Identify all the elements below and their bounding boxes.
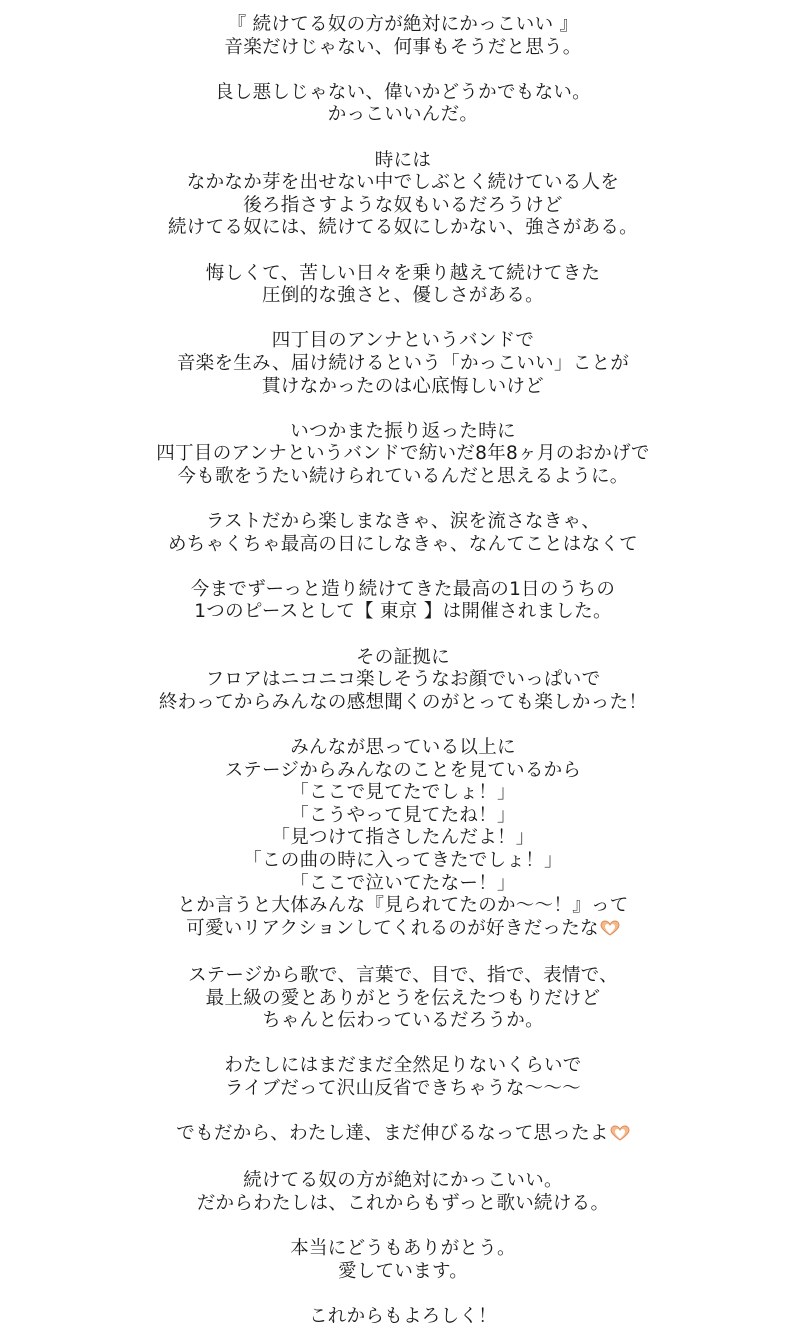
text-line <box>0 1170 806 1193</box>
heart-hands-icon <box>600 920 620 943</box>
text-line <box>0 1261 806 1284</box>
line-text: とか言うと大体みんな『見られてたのか〜〜！』って <box>177 895 629 917</box>
text-line <box>0 466 806 489</box>
line-text: 後ろ指さすような奴もいるだろうけど <box>243 194 563 216</box>
line-text: 1つのピースとして【 東京 】は開催されました。 <box>194 601 612 623</box>
text-line <box>0 669 806 692</box>
heart-hands-icon <box>610 1125 630 1148</box>
paragraph <box>0 1306 806 1328</box>
paragraph <box>0 263 806 308</box>
line-text: その証拠に <box>355 646 450 668</box>
text-line <box>0 601 806 624</box>
text-line <box>0 511 806 534</box>
text-line <box>0 104 806 127</box>
text-line <box>0 647 806 670</box>
line-text: 時には <box>374 149 432 171</box>
text-line <box>0 805 806 828</box>
text-line <box>0 1010 806 1033</box>
text-line <box>0 1306 806 1328</box>
line-text: 「こうやって見てたね！」 <box>290 804 516 826</box>
text-line <box>0 421 806 444</box>
text-line <box>0 217 806 240</box>
line-text: 「ここで泣いてたなー！」 <box>290 872 516 894</box>
line-text: めちゃくちゃ最高の日にしなきゃ、なんてことはなくて <box>167 533 638 555</box>
line-text: 続けてる奴には、続けてる奴にしかない、強さがある。 <box>167 217 638 239</box>
paragraph <box>0 737 806 942</box>
line-text: 圧倒的な強さと、優しさがある。 <box>261 285 544 307</box>
text-line <box>0 330 806 353</box>
text-line <box>0 873 806 896</box>
line-text: 続けてる奴の方が絶対にかっこいい。 <box>243 1170 563 1192</box>
text-line <box>0 692 806 715</box>
line-text: 愛しています。 <box>337 1260 469 1282</box>
line-text: 最上級の愛とありがとうを伝えたつもりだけど <box>205 987 601 1009</box>
line-text: みんなが思っている以上に <box>290 737 516 758</box>
text-line <box>0 172 806 195</box>
text-line <box>0 534 806 557</box>
text-line <box>0 1238 806 1261</box>
text-line <box>0 760 806 783</box>
text-line <box>0 353 806 376</box>
text-line <box>0 1078 806 1101</box>
paragraph <box>0 965 806 1033</box>
paragraph <box>0 82 806 127</box>
text-line <box>0 443 806 466</box>
line-text: 今も歌をうたい続けられているんだと思えるように。 <box>177 465 629 487</box>
line-text: ちゃんと伝わっているだろうか。 <box>262 1010 544 1032</box>
text-line <box>0 263 806 286</box>
line-text: 四丁目のアンナというバンドで <box>271 330 535 352</box>
text-line <box>0 737 806 760</box>
paragraph <box>0 421 806 489</box>
text-line <box>0 82 806 105</box>
line-text: 終わってからみんなの感想聞くのがとっても楽しかった！ <box>158 691 648 713</box>
line-text: 『 続けてる奴の方が絶対にかっこいい 』 <box>227 14 579 35</box>
paragraph <box>0 647 806 715</box>
line-text: 悔しくて、苦しい日々を乗り越えて続けてきた <box>205 262 601 284</box>
paragraph <box>0 511 806 556</box>
line-text: これからもよろしく！ <box>308 1305 497 1327</box>
paragraph <box>0 330 806 398</box>
text-line <box>0 285 806 308</box>
text-line <box>0 1193 806 1216</box>
text-line <box>0 965 806 988</box>
line-text: ラストだから楽しまなきゃ、涙を流さなきゃ、 <box>205 511 601 533</box>
paragraph <box>0 1123 806 1148</box>
paragraph <box>0 150 806 240</box>
line-text: 「見つけて指さしたんだよ！」 <box>271 827 535 849</box>
line-text: フロアはニコニコ楽しそうなお顔でいっぱいで <box>205 669 601 691</box>
paragraph <box>0 14 806 59</box>
text-line <box>0 195 806 218</box>
text-line <box>0 895 806 918</box>
text-line <box>0 827 806 850</box>
text-line <box>0 918 806 943</box>
line-text: 可愛いリアクションしてくれるのが好きだったな <box>186 917 599 939</box>
line-text: 今までずーっと造り続けてきた最高の1日のうちの <box>190 578 616 600</box>
text-line <box>0 37 806 60</box>
text-line <box>0 1123 806 1148</box>
text-line <box>0 1055 806 1078</box>
line-text: 音楽を生み、届け続けるという「かっこいい」ことが <box>176 352 630 374</box>
paragraph <box>0 1170 806 1215</box>
line-text: 良し悪しじゃない、偉いかどうかでもない。 <box>214 81 591 103</box>
text-line <box>0 579 806 602</box>
text-line <box>0 850 806 873</box>
line-text: わたしにはまだまだ全然足りないくらいで <box>224 1055 582 1077</box>
line-text: いつかまた振り返った時に <box>290 420 516 442</box>
line-text: 「この曲の時に入ってきたでしょ！」 <box>243 849 563 871</box>
line-text: ライブだって沢山反省できちゃうな〜〜〜 <box>224 1077 582 1099</box>
line-text: 四丁目のアンナというバンドで紡いだ8年8ヶ月のおかげで <box>156 443 650 465</box>
line-text: 貫けなかったのは心底悔しいけど <box>261 375 544 397</box>
line-text: 音楽だけじゃない、何事もそうだと思う。 <box>224 36 582 58</box>
line-text: でもだから、わたし達、まだ伸びるなって思ったよ <box>176 1123 609 1145</box>
line-text: 「ここで見てたでしょ！」 <box>290 782 516 804</box>
paragraph <box>0 579 806 624</box>
paragraph <box>0 1055 806 1100</box>
text-line <box>0 988 806 1011</box>
line-text: だからわたしは、これからもずっと歌い続ける。 <box>196 1192 610 1214</box>
line-text: ステージから歌で、言葉で、目で、指で、表情で、 <box>188 964 618 986</box>
line-text: 本当にどうもありがとう。 <box>290 1238 516 1260</box>
line-text: ステージからみんなのことを見ているから <box>224 759 582 781</box>
line-text: なかなか芽を出せない中でしぶとく続けている人を <box>186 172 620 194</box>
paragraph <box>0 1238 806 1283</box>
message-body <box>0 14 806 1328</box>
text-line <box>0 150 806 173</box>
text-line <box>0 14 806 37</box>
text-line <box>0 376 806 399</box>
text-line <box>0 782 806 805</box>
line-text: かっこいいんだ。 <box>327 104 479 126</box>
